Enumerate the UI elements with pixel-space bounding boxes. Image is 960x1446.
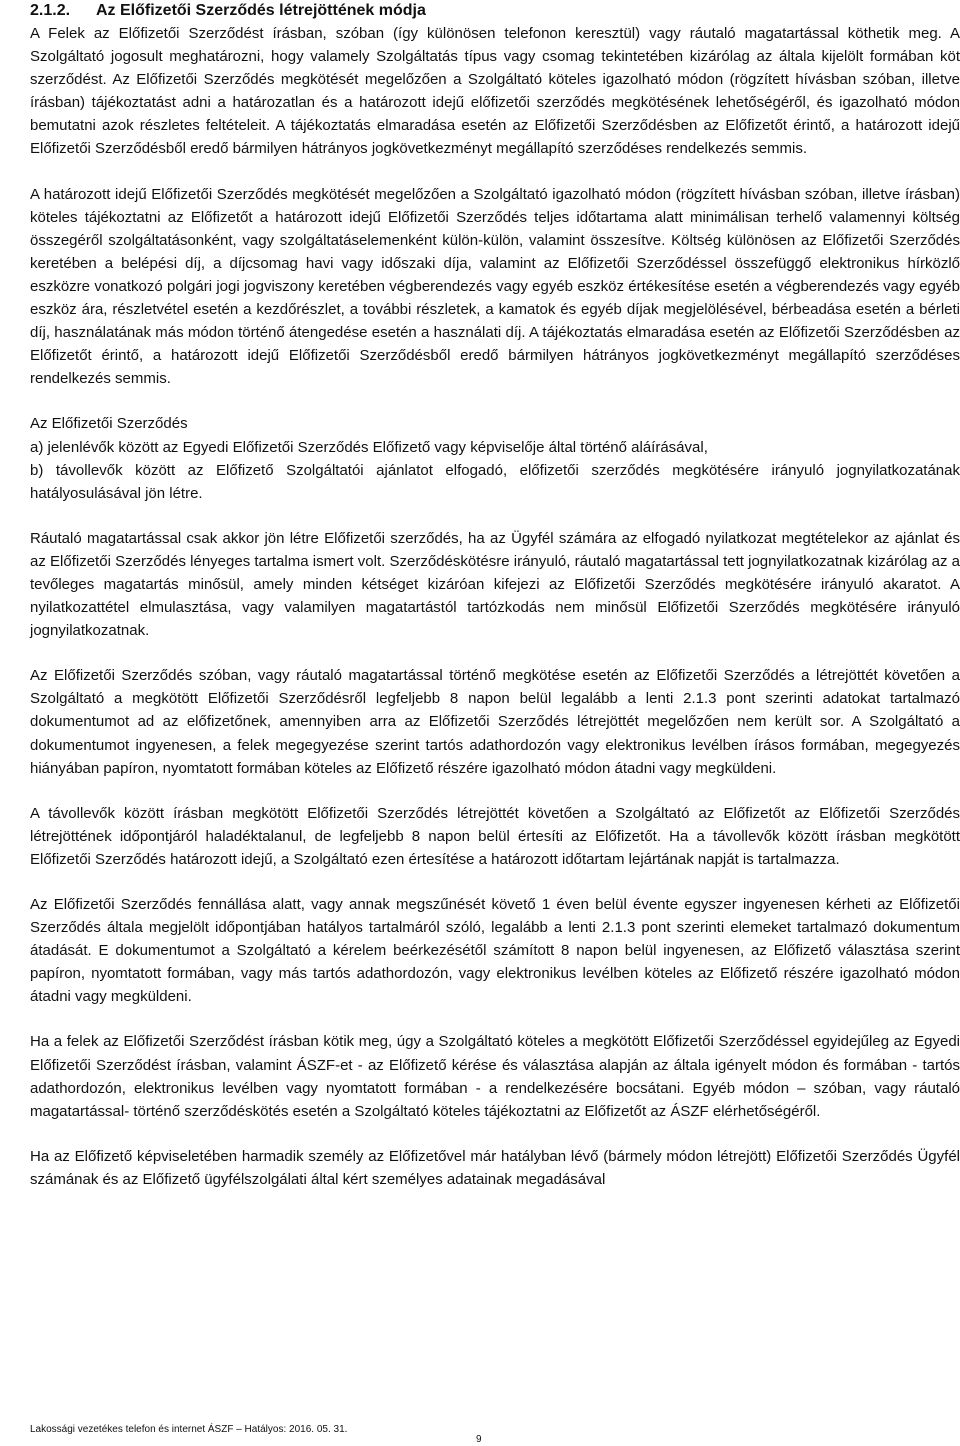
paragraph-third-party: Ha az Előfizető képviseletében harmadik személy az Előfizetővel már hatályban lévő (bármely módon létrejött) Előfizetői Szerződés Ügyfél számának és az Előfizető ügyfélszolgálati által kért személyes adatainak megadásával [30, 1147, 960, 1188]
paragraph-document-request: Az Előfizetői Szerződés fennállása alatt, vagy annak megszűnését követő 1 éven belül évente egyszer ingyenesen kérheti az Előfizetői Szerződés általa megjelölt időpontjában hatályos tartalmáról szóló, legalább a lenti 2.1.3 pont szerinti elemeket tartalmazó dokumentum átadását. E dokumentumot a Szolgáltató a kérelem beérkezésétől számított 8 napon belül ingyenesen, az Előfizető választása szerint papíron, nyomtatott formában, vagy más tartós adathordozón, vagy elektronikus levélben köteles az Előfizető részére igazolható módon átadni vagy megküldeni. [30, 896, 960, 1006]
paragraph-written-contract: Ha a felek az Előfizetői Szerződést írásban kötik meg, úgy a Szolgáltató köteles a megkötött Előfizetői Szerződéssel egyidejűleg az Egyedi Előfizetői Szerződést írásban, valamint ÁSZF-et - az Előfizető kérése és választása alapján az általa igényelt módon és formában - tartós adathordozón, elektronikus levélben vagy nyomtatott formában - a rendelkezésére bocsátani. Egyéb módon – szóban, vagy ráutaló magatartással- történő szerződéskötés esetén a Szolgáltató köteles tájékoztatni az Előfizetőt az ÁSZF elérhetőségéről. [30, 1033, 960, 1120]
paragraph-distance-contract: A távollevők között írásban megkötött Előfizetői Szerződés létrejöttét követően a Szolgáltató az Előfizetőt az Előfizetői Szerződés létrejöttének időpontjáról haladéktalanul, de legfeljebb 8 napon belül értesíti az Előfizetőt. Ha a távollevők között írásban megkötött Előfizetői Szerződés határozott idejű, a Szolgáltató ezen értesítése a határozott időtartam lejártának napját is tartalmazza. [30, 804, 960, 868]
formation-item-b: b) távollevők között az Előfizető Szolgáltatói ajánlatot elfogadó, előfizetői szerződés megkötésére irányuló jognyilatkozatának hatályosulásával jön létre. [30, 461, 960, 502]
formation-block [30, 412, 960, 504]
paragraph-oral-contract: Az Előfizetői Szerződés szóban, vagy ráutaló magatartással történő megkötése esetén az Előfizetői Szerződés a létrejöttét követően a Szolgáltató a megkötött Előfizetői Szerződésről legfeljebb 8 napon belül legalább a lenti 2.1.3 pont szerinti adatokat tartalmazó dokumentumot ad az előfizetőnek, amennyiben arra az Előfizetői Szerződés létrejöttét megelőzően nem került sor. A Szolgáltató a dokumentumot ingyenesen, a felek megegyezése szerint tartós adathordozón vagy elektronikus levélben írásos formában, megegyezés hiányában papíron, nyomtatott formában köteles az Előfizető részére igazolható módon átadni vagy megküldeni. [30, 667, 960, 777]
formation-intro: Az Előfizetői Szerződés [30, 415, 188, 433]
page-footer: Lakossági vezetékes telefon és internet ÁSZF – Hatályos: 2016. 05. 31. [30, 1424, 348, 1435]
section-title: Az Előfizetői Szerződés létrejöttének módja [96, 2, 426, 19]
section-heading [30, 0, 960, 22]
paragraph-implied-conduct: Ráutaló magatartással csak akkor jön létre Előfizetői szerződés, ha az Ügyfél számára az elfogadó nyilatkozat megtételekor az ajánlat és az Előfizetői Szerződés lényeges tartalma ismert volt. Szerződéskötésre irányuló, ráutaló magatartással tett jognyilatkozatnak kizárólag az a tevőleges magatartás minősül, amely minden kétséget kizáróan kifejezi az Előfizetői Szerződés megkötésére irányuló akaratot. A nyilatkozattétel elmulasztása, vagy valamilyen magatartástól tartózkodás nem minősül Előfizetői Szerződés megkötésére irányuló jognyilatkozatnak. [30, 529, 960, 640]
page-number: 9 [476, 1434, 482, 1445]
section-number: 2.1.2. [30, 2, 71, 19]
formation-item-a: a) jelenlévők között az Egyedi Előfizetői Szerződés Előfizető vagy képviselője által történő aláírásával, [30, 438, 708, 456]
document-page [30, 0, 960, 1191]
paragraph-fixed-term-costs: A határozott idejű Előfizetői Szerződés megkötését megelőzően a Szolgáltató igazolható módon (rögzített hívásban szóban, illetve írásban) köteles tájékoztatni az Előfizetőt a határozott idejű Előfizetői Szerződés teljes időtartama alatt minimálisan terhelő valamennyi költség összegéről szolgáltatásonként, vagy szolgáltatáselemenként külön-külön, valamint összesítve. Költség különösen az Előfizetői Szerződés keretében a belépési díj, a díjcsomag havi vagy időszaki díja, valamint az Előfizetői Szerződéssel összefüggő elektronikus hírközlő eszközre vonatkozó polgári jogi jogviszony keretében végberendezés vagy egyéb eszköz értékesítése esetén a végberendezés vagy egyéb eszköz ára, részletvétel esetén a kezdőrészlet, a további részletek, a kamatok és egyéb díjak megjelölésével, bérbeadása esetén a bérleti díj, használatának más módon történő átengedése esetén a használati díj. A tájékoztatás elmaradása esetén az Előfizetői Szerződésben az Előfizetőt érintő, a határozott idejű Előfizetői Szerződésből eredő bármilyen hátrányos jogkövetkezményt megállapító szerződéses rendelkezés semmis. [30, 185, 960, 388]
paragraph-contract-forms: A Felek az Előfizetői Szerződést írásban, szóban (így különösen telefonon keresztül) vagy ráutaló magatartással köthetik meg. A Szolgáltató jogosult meghatározni, hogy valamely Szolgáltatás típus vagy csomag tekintetében kizárólag az általa kijelölt formában köt szerződést. Az Előfizetői Szerződés megkötését megelőzően a Szolgáltató köteles igazolható módon (rögzített hívásban szóban, illetve írásban) tájékoztatást adni a határozatlan és a határozott idejű előfizetői szerződés megkötésének lehetőségéről, és igazolható módon bemutatni azok részletes feltételeit. A tájékoztatás elmaradása esetén az Előfizetői Szerződésben az Előfizetőt érintő, a határozott idejű Előfizetői Szerződésből eredő bármilyen hátrányos jogkövetkezményt megállapító szerződéses rendelkezés semmis. [30, 25, 960, 158]
